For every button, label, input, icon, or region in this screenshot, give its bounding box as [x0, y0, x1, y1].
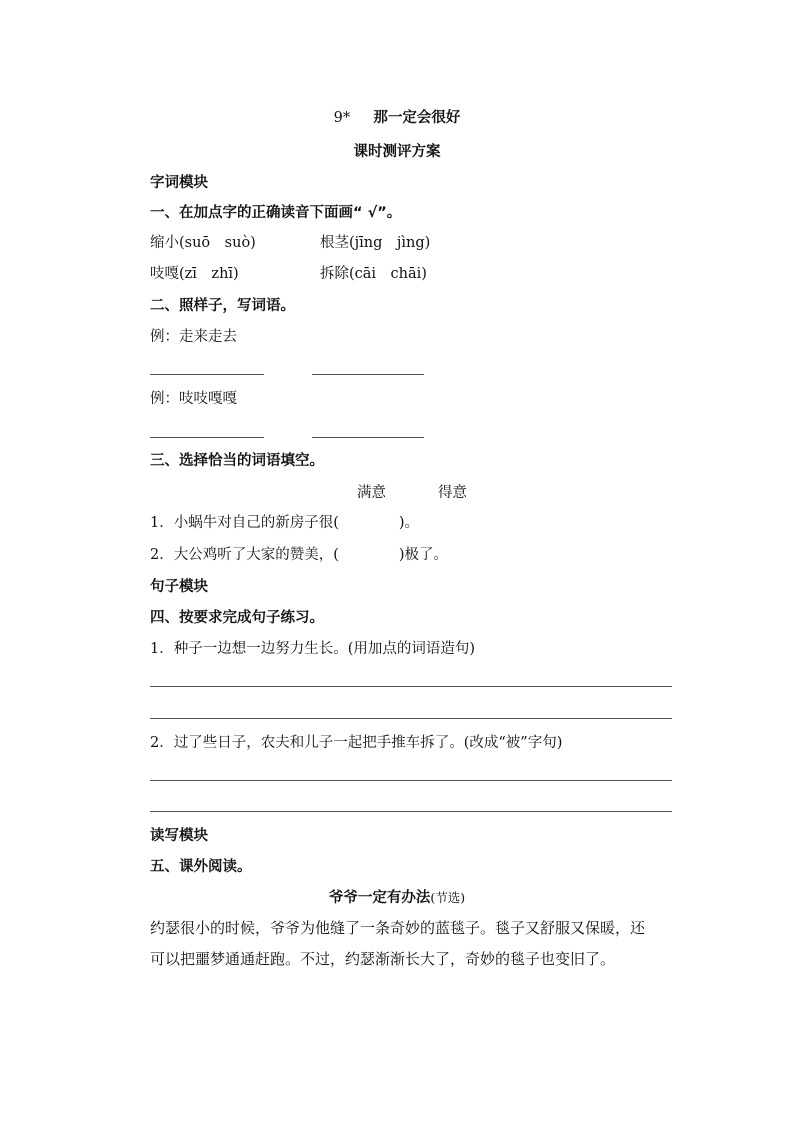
answer-line[interactable] [150, 780, 672, 781]
lesson-title [0, 108, 794, 128]
passage-line-1: 约瑟很小的时候，爷爷为他缝了一条奇妙的蓝毯子。毯子又舒服又保暖，还 [150, 919, 646, 937]
passage-title-note: (节选) [430, 890, 466, 905]
question-4-prompt: 四、按要求完成句子练习。 [150, 610, 324, 626]
question-5-prompt: 五、课外阅读。 [150, 859, 252, 875]
question-1-prompt: 一、在加点字的正确读音下面画“ √”。 [150, 205, 402, 221]
pinyin-item-4 [320, 264, 427, 284]
word-option-1: 满意 [357, 485, 386, 501]
pinyin-options: (cāi chāi) [349, 266, 427, 282]
page-subtitle: 课时测评方案 [353, 144, 441, 160]
pinyin-word: 缩小 [150, 235, 179, 251]
example-2: 例：吱吱嘎嘎 [150, 391, 237, 407]
word-option-2: 得意 [438, 485, 467, 501]
lesson-title-text: 那一定会很好 [373, 110, 461, 126]
answer-blank[interactable] [150, 374, 264, 375]
passage-title-text: 爷爷一定有办法 [328, 890, 431, 906]
question-2-prompt: 二、照样子，写词语。 [150, 298, 295, 314]
passage-line-2: 可以把噩梦通通赶跑。不过，约瑟渐渐长大了，奇妙的毯子也变旧了。 [150, 950, 616, 968]
passage-title [0, 888, 794, 908]
sentence-task-2: 2．过了些日子，农夫和儿子一起把手推车拆了。(改成“被”字句) [150, 735, 563, 751]
module-heading-words: 字词模块 [150, 175, 208, 191]
pinyin-word: 吱嘎 [150, 266, 179, 282]
sentence-text: 1．小蜗牛对自己的新房子很( [150, 515, 339, 531]
pinyin-options: (jīng jìng) [349, 235, 431, 251]
answer-line[interactable] [150, 686, 672, 687]
sentence-task-1: 1．种子一边想一边努力生长。(用加点的词语造句) [150, 641, 476, 657]
pinyin-item-1 [150, 233, 256, 253]
pinyin-item-2 [320, 233, 430, 253]
answer-blank[interactable] [312, 374, 424, 375]
answer-line[interactable] [150, 718, 672, 719]
sentence-text: )极了。 [398, 547, 449, 563]
pinyin-word: 根茎 [320, 235, 349, 251]
lesson-number: 9* [333, 110, 351, 126]
answer-blank[interactable] [312, 437, 424, 438]
sentence-text: 2．大公鸡听了大家的赞美，( [150, 547, 339, 563]
module-heading-sentences: 句子模块 [150, 579, 208, 595]
example-1: 例：走来走去 [150, 329, 237, 345]
fill-sentence-2 [150, 545, 448, 565]
question-3-prompt: 三、选择恰当的词语填空。 [150, 453, 324, 469]
pinyin-options: (suō suò) [179, 235, 256, 251]
fill-sentence-1 [150, 513, 419, 533]
answer-blank[interactable] [150, 437, 264, 438]
sentence-text: )。 [398, 515, 420, 531]
pinyin-item-3 [150, 264, 239, 284]
module-heading-reading: 读写模块 [150, 828, 208, 844]
pinyin-options: (zī zhī) [179, 266, 239, 282]
answer-line[interactable] [150, 811, 672, 812]
pinyin-word: 拆除 [320, 266, 349, 282]
